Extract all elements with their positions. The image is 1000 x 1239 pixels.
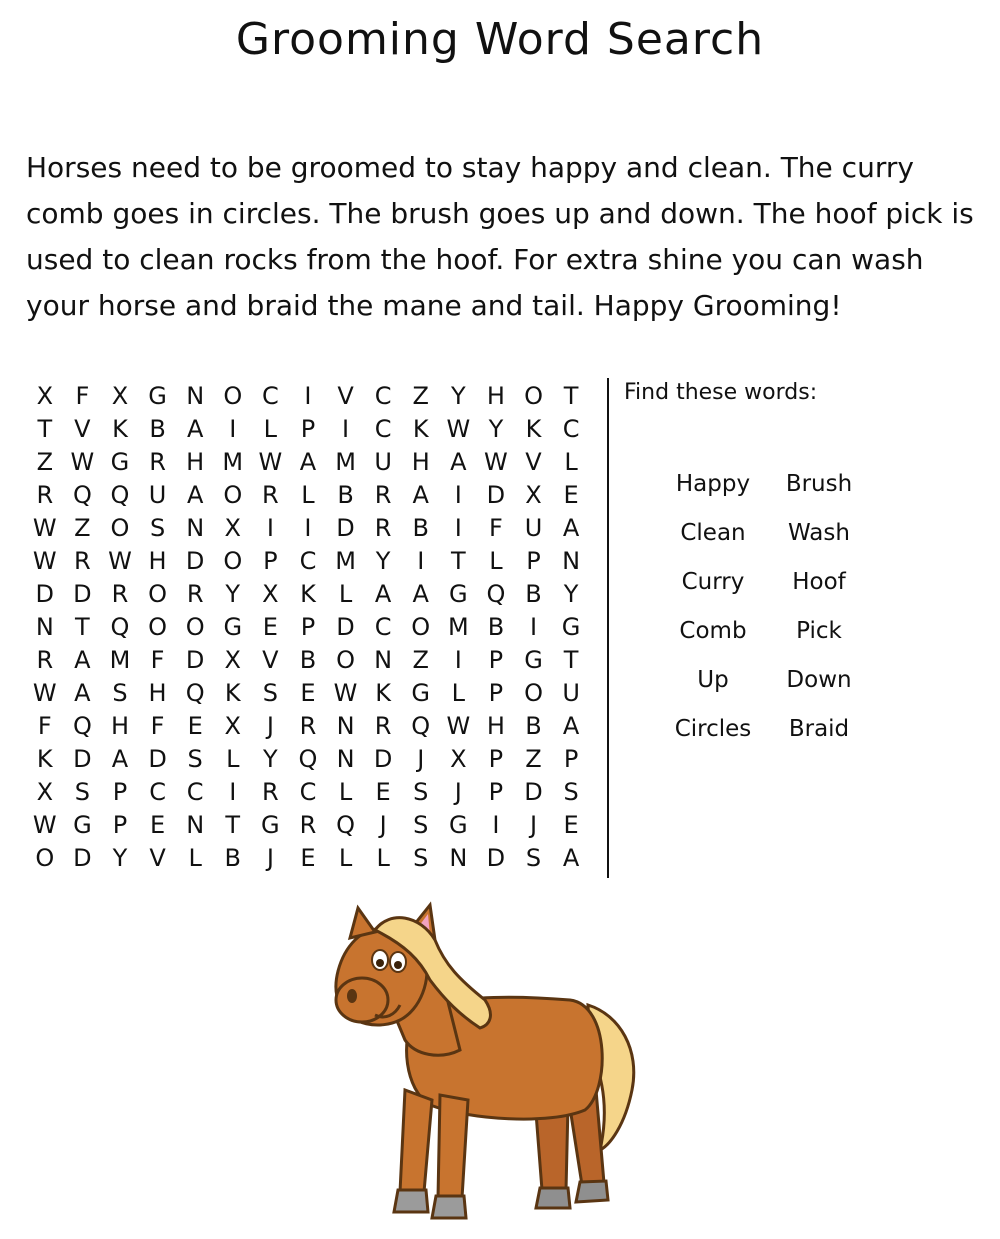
grid-cell: P: [563, 745, 579, 773]
grid-cell: B: [224, 844, 241, 872]
grid-cell: B: [299, 646, 317, 674]
grid-cell: R: [74, 547, 91, 575]
grid-cell: N: [336, 745, 355, 773]
grid-cell: E: [300, 844, 316, 872]
grid-cell: B: [149, 415, 166, 443]
grid-cell: M: [335, 448, 356, 476]
grid-cell: T: [563, 646, 579, 674]
grid-cell: O: [148, 613, 168, 641]
grid-cell: D: [148, 745, 167, 773]
word-list-item: Brush: [785, 471, 853, 497]
grid-cell: O: [524, 382, 543, 410]
grid-cell: A: [412, 580, 429, 608]
grid-cell: P: [488, 745, 504, 773]
grid-cell: O: [223, 547, 243, 575]
grid-cell: C: [374, 613, 392, 641]
grid-cell: N: [562, 547, 581, 575]
grid-cell: W: [333, 679, 358, 707]
grid-cell: O: [110, 514, 130, 542]
grid-cell: T: [75, 613, 90, 641]
grid-cell: W: [32, 514, 57, 542]
grid-cell: Y: [375, 547, 391, 575]
grid-cell: F: [150, 646, 165, 674]
grid-cell: N: [449, 844, 468, 872]
grid-cell: W: [32, 547, 57, 575]
grid-cell: S: [74, 778, 90, 806]
grid-cell: X: [36, 382, 54, 410]
grid-cell: D: [185, 646, 205, 674]
grid-cell: U: [524, 514, 543, 542]
page-title: Grooming Word Search: [235, 14, 765, 65]
grid-cell: U: [562, 679, 580, 707]
grid-cell: T: [450, 547, 466, 575]
grid-cell: E: [563, 481, 579, 509]
grid-cell: S: [563, 778, 579, 806]
divider: [607, 378, 609, 878]
grid-cell: P: [300, 415, 316, 443]
grid-cell: N: [35, 613, 54, 641]
grid-cell: D: [524, 778, 543, 806]
grid-cell: R: [111, 580, 129, 608]
grid-cell: S: [413, 778, 429, 806]
grid-cell: P: [263, 547, 278, 575]
grid-cell: W: [70, 448, 95, 476]
word-list-item: Down: [786, 667, 852, 693]
grid-cell: P: [112, 811, 128, 839]
grid-cell: Q: [185, 679, 205, 707]
grid-cell: F: [75, 382, 90, 410]
grid-cell: Q: [110, 481, 130, 509]
grid-cell: B: [487, 613, 505, 641]
grid-cell: B: [337, 481, 354, 509]
grid-cell: R: [374, 712, 392, 740]
grid-cell: Y: [263, 745, 278, 773]
word-list-item: Wash: [788, 520, 850, 546]
grid-cell: E: [563, 811, 579, 839]
grid-cell: P: [488, 679, 504, 707]
grid-cell: L: [564, 448, 578, 476]
word-list-item: Clean: [680, 520, 746, 546]
grid-cell: I: [342, 415, 350, 443]
word-list-item: Up: [697, 667, 729, 693]
grid-cell: I: [304, 514, 312, 542]
grid-cell: J: [529, 811, 538, 839]
grid-cell: T: [563, 382, 579, 410]
grid-cell: Y: [225, 580, 241, 608]
grid-cell: H: [486, 382, 505, 410]
grid-cell: O: [185, 613, 205, 641]
grid-cell: S: [413, 844, 429, 872]
grid-cell: Y: [563, 580, 579, 608]
grid-cell: L: [451, 679, 466, 707]
grid-cell: D: [185, 547, 205, 575]
grid-cell: L: [188, 844, 202, 872]
grid-cell: O: [223, 481, 243, 509]
grid-cell: X: [450, 745, 467, 773]
grid-cell: X: [224, 514, 241, 542]
grid-cell: K: [525, 415, 542, 443]
grid-cell: A: [299, 448, 317, 476]
grid-cell: X: [224, 712, 241, 740]
grid-cell: C: [261, 382, 279, 410]
grid-cell: A: [186, 415, 204, 443]
grid-cell: P: [488, 646, 504, 674]
grid-cell: R: [262, 481, 279, 509]
grid-cell: K: [300, 580, 316, 608]
word-list-item: Circles: [674, 716, 752, 742]
grid-cell: Q: [336, 811, 355, 839]
grid-cell: O: [336, 646, 355, 674]
grid-cell: C: [186, 778, 204, 806]
grid-cell: N: [186, 514, 205, 542]
grid-cell: A: [74, 679, 91, 707]
grid-cell: W: [32, 811, 57, 839]
grid-cell: A: [374, 580, 392, 608]
find-words-label: Find these words:: [624, 380, 818, 405]
grid-cell: G: [411, 679, 431, 707]
grid-cell: L: [489, 547, 503, 575]
word-list-item: Braid: [788, 716, 850, 742]
grid-cell: G: [110, 448, 130, 476]
grid-cell: K: [224, 679, 241, 707]
grid-cell: J: [266, 844, 274, 872]
grid-cell: H: [411, 448, 430, 476]
grid-cell: Z: [412, 646, 429, 674]
grid-cell: I: [454, 514, 462, 542]
word-search-grid: [26, 380, 590, 875]
grid-cell: I: [454, 646, 462, 674]
grid-cell: R: [374, 481, 392, 509]
grid-cell: S: [525, 844, 542, 872]
grid-cell: I: [229, 778, 237, 806]
grid-cell: R: [36, 646, 54, 674]
grid-cell: H: [110, 712, 129, 740]
grid-cell: S: [187, 745, 203, 773]
grid-cell: S: [262, 679, 278, 707]
grid-cell: X: [525, 481, 542, 509]
grid-cell: Z: [74, 514, 91, 542]
grid-cell: N: [186, 382, 205, 410]
grid-cell: R: [299, 811, 317, 839]
grid-cell: D: [486, 844, 506, 872]
grid-cell: F: [37, 712, 52, 740]
grid-cell: R: [299, 712, 317, 740]
grid-cell: C: [374, 415, 392, 443]
grid-cell: V: [337, 382, 354, 410]
grid-cell: I: [304, 382, 312, 410]
grid-cell: K: [412, 415, 429, 443]
grid-cell: O: [524, 679, 543, 707]
grid-cell: X: [224, 646, 241, 674]
grid-cell: C: [299, 547, 317, 575]
grid-cell: G: [524, 646, 543, 674]
word-list-item: Curry: [681, 569, 745, 595]
word-list-item: Happy: [675, 471, 751, 497]
grid-cell: Q: [298, 745, 318, 773]
grid-cell: G: [449, 811, 468, 839]
grid-cell: B: [525, 580, 542, 608]
grid-cell: Y: [450, 382, 466, 410]
grid-cell: K: [36, 745, 53, 773]
grid-cell: L: [338, 580, 353, 608]
grid-cell: H: [148, 547, 167, 575]
grid-cell: W: [446, 415, 471, 443]
grid-cell: U: [148, 481, 167, 509]
grid-cell: T: [37, 415, 53, 443]
grid-cell: L: [338, 778, 353, 806]
grid-cell: S: [112, 679, 128, 707]
word-list: [660, 466, 880, 760]
grid-cell: Q: [411, 712, 431, 740]
grid-cell: R: [262, 778, 279, 806]
grid-cell: O: [223, 382, 243, 410]
grid-cell: D: [373, 745, 393, 773]
grid-cell: G: [148, 382, 167, 410]
grid-cell: A: [562, 844, 580, 872]
grid-cell: H: [486, 712, 505, 740]
grid-cell: D: [35, 580, 55, 608]
grid-cell: H: [186, 448, 205, 476]
grid-cell: A: [111, 745, 129, 773]
grid-cell: F: [489, 514, 503, 542]
grid-cell: D: [486, 481, 506, 509]
grid-cell: S: [149, 514, 166, 542]
grid-cell: N: [374, 646, 393, 674]
grid-cell: K: [375, 679, 392, 707]
grid-cell: G: [73, 811, 92, 839]
grid-cell: X: [111, 382, 129, 410]
grid-cell: R: [186, 580, 204, 608]
grid-cell: E: [375, 778, 391, 806]
grid-cell: I: [492, 811, 500, 839]
grid-cell: A: [74, 646, 91, 674]
grid-cell: N: [336, 712, 355, 740]
grid-cell: W: [484, 448, 508, 476]
grid-cell: V: [74, 415, 91, 443]
grid-cell: P: [488, 778, 504, 806]
grid-cell: D: [336, 613, 355, 641]
grid-cell: X: [262, 580, 279, 608]
intro-paragraph: Horses need to be groomed to stay happy and clean. The curry comb goes in circles. The brush goes up and down. The hoof pick is used to clean rocks from the hoof. For extra shine you can wash your horse and braid the mane and tail. Happy Grooming!: [26, 151, 974, 322]
grid-cell: J: [454, 778, 462, 806]
grid-cell: B: [412, 514, 429, 542]
grid-cell: R: [36, 481, 54, 509]
grid-cell: D: [73, 745, 92, 773]
grid-cell: X: [36, 778, 54, 806]
grid-cell: N: [186, 811, 205, 839]
grid-cell: G: [261, 811, 280, 839]
grid-cell: R: [374, 514, 392, 542]
grid-cell: A: [412, 481, 429, 509]
grid-cell: Y: [488, 415, 504, 443]
grid-cell: J: [417, 745, 425, 773]
grid-cell: C: [562, 415, 580, 443]
grid-cell: M: [109, 646, 131, 674]
grid-cell: E: [300, 679, 316, 707]
grid-cell: Z: [525, 745, 542, 773]
grid-cell: Q: [110, 613, 130, 641]
grid-cell: L: [301, 481, 315, 509]
grid-cell: A: [186, 481, 204, 509]
grid-cell: D: [73, 580, 92, 608]
grid-cell: Q: [72, 712, 92, 740]
grid-cell: G: [223, 613, 243, 641]
grid-cell: H: [148, 679, 167, 707]
grid-cell: J: [266, 712, 274, 740]
grid-cell: Z: [36, 448, 54, 476]
grid-cell: V: [262, 646, 279, 674]
grid-cell: M: [447, 613, 469, 641]
word-list-item: Comb: [679, 618, 747, 644]
grid-cell: Y: [112, 844, 128, 872]
grid-cell: J: [379, 811, 387, 839]
grid-cell: C: [149, 778, 166, 806]
grid-cell: P: [300, 613, 316, 641]
grid-cell: O: [148, 580, 168, 608]
grid-cell: D: [73, 844, 92, 872]
grid-cell: G: [561, 613, 581, 641]
grid-cell: W: [258, 448, 283, 476]
grid-cell: L: [226, 745, 240, 773]
grid-cell: F: [150, 712, 165, 740]
grid-cell: A: [450, 448, 467, 476]
grid-cell: W: [32, 679, 57, 707]
grid-cell: L: [376, 844, 390, 872]
grid-cell: O: [35, 844, 55, 872]
horse-icon: [320, 900, 660, 1230]
grid-cell: E: [262, 613, 278, 641]
grid-cell: Q: [486, 580, 506, 608]
grid-cell: T: [225, 811, 241, 839]
grid-cell: L: [338, 844, 353, 872]
grid-cell: I: [266, 514, 274, 542]
grid-cell: R: [149, 448, 166, 476]
grid-cell: C: [299, 778, 317, 806]
grid-cell: V: [149, 844, 166, 872]
grid-cell: L: [263, 415, 278, 443]
grid-cell: K: [112, 415, 128, 443]
grid-cell: V: [525, 448, 542, 476]
grid-cell: P: [112, 778, 128, 806]
grid-cell: M: [222, 448, 244, 476]
word-list-item: Hoof: [792, 569, 846, 595]
grid-cell: B: [525, 712, 542, 740]
grid-cell: W: [446, 712, 471, 740]
grid-cell: C: [374, 382, 392, 410]
grid-cell: D: [336, 514, 355, 542]
grid-cell: Z: [412, 382, 429, 410]
grid-cell: I: [529, 613, 538, 641]
grid-cell: O: [411, 613, 431, 641]
grid-cell: E: [149, 811, 166, 839]
grid-cell: A: [562, 712, 580, 740]
grid-cell: I: [229, 415, 237, 443]
grid-cell: I: [417, 547, 425, 575]
word-list-item: Pick: [796, 618, 842, 644]
grid-cell: Q: [72, 481, 92, 509]
grid-cell: I: [454, 481, 462, 509]
grid-cell: E: [187, 712, 203, 740]
grid-cell: G: [449, 580, 468, 608]
grid-cell: P: [526, 547, 541, 575]
grid-cell: S: [413, 811, 429, 839]
grid-cell: A: [562, 514, 580, 542]
grid-cell: U: [374, 448, 392, 476]
grid-cell: W: [108, 547, 132, 575]
grid-cell: M: [335, 547, 356, 575]
